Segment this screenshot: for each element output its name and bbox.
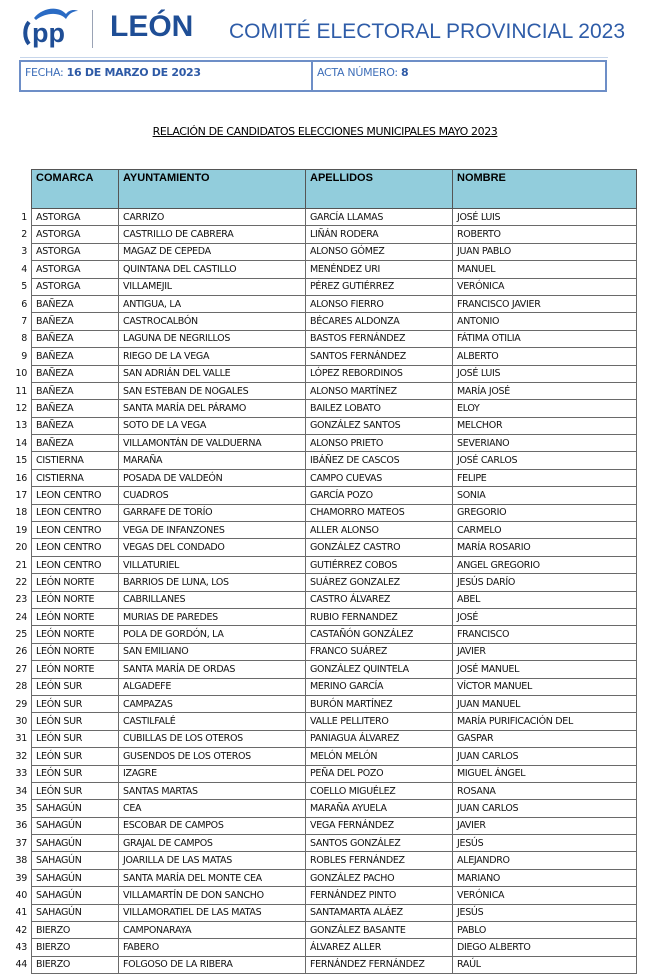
comarca-cell: LEÓN SUR (32, 730, 119, 747)
row-index: 4 (21, 263, 27, 275)
table-row (10, 209, 637, 226)
ayuntamiento-cell: CARRIZO (119, 209, 306, 226)
comarca-cell: SAHAGÚN (32, 835, 119, 852)
apellidos-cell: GONZÁLEZ PACHO (306, 869, 453, 886)
nombre-cell: ELOY (453, 400, 637, 417)
ayuntamiento-cell: CAMPONARAYA (119, 922, 306, 939)
comarca-cell: BIERZO (32, 939, 119, 956)
document-title: RELACIÓN DE CANDIDATOS ELECCIONES MUNICIPALES MAYO 2023 (152, 125, 498, 138)
comarca-cell: LEÓN NORTE (32, 626, 119, 643)
table-row (10, 591, 637, 608)
apellidos-cell: MELÓN MELÓN (306, 748, 453, 765)
comarca-cell: LEÓN NORTE (32, 661, 119, 678)
ayuntamiento-cell: SAN ESTEBAN DE NOGALES (119, 382, 306, 399)
apellidos-cell: SANTAMARTA ALÁEZ (306, 904, 453, 921)
nombre-cell: MARIANO (453, 869, 637, 886)
comarca-cell: LEÓN SUR (32, 678, 119, 695)
row-index: 43 (15, 942, 27, 954)
table-row (10, 243, 637, 260)
apellidos-cell: PANIAGUA ÁLVAREZ (306, 730, 453, 747)
row-index: 20 (15, 542, 27, 554)
comarca-cell: LEÓN NORTE (32, 643, 119, 660)
apellidos-cell: MENÉNDEZ URI (306, 261, 453, 278)
table-row (10, 313, 637, 330)
ayuntamiento-cell: VILLAMEJIL (119, 278, 306, 295)
table-header-row (10, 170, 637, 209)
comarca-cell: ASTORGA (32, 226, 119, 243)
comarca-cell: CISTIERNA (32, 469, 119, 486)
comarca-cell: BIERZO (32, 956, 119, 973)
ayuntamiento-cell: SOTO DE LA VEGA (119, 417, 306, 434)
apellidos-cell: SUÁREZ GONZALEZ (306, 574, 453, 591)
row-index: 34 (15, 785, 27, 797)
header-rule (20, 57, 608, 58)
comarca-cell: BAÑEZA (32, 295, 119, 312)
table-row (10, 365, 637, 382)
table-row (10, 417, 637, 434)
nombre-cell: MIGUEL ÁNGEL (453, 765, 637, 782)
table-row (10, 748, 637, 765)
comarca-cell: SAHAGÚN (32, 817, 119, 834)
nombre-cell: CARMELO (453, 522, 637, 539)
row-index: 14 (15, 437, 27, 449)
row-index: 40 (15, 889, 27, 901)
table-row (10, 678, 637, 695)
ayuntamiento-cell: BARRIOS DE LUNA, LOS (119, 574, 306, 591)
apellidos-cell: RUBIO FERNANDEZ (306, 608, 453, 625)
svg-text:pp: pp (32, 18, 65, 48)
nombre-cell: ANGEL GREGORIO (453, 556, 637, 573)
nombre-cell: ALEJANDRO (453, 852, 637, 869)
nombre-cell: ROSANA (453, 782, 637, 799)
table-row (10, 348, 637, 365)
row-index: 36 (15, 820, 27, 832)
comarca-cell: BAÑEZA (32, 435, 119, 452)
comarca-cell: BAÑEZA (32, 313, 119, 330)
nombre-cell: JUAN CARLOS (453, 800, 637, 817)
ayuntamiento-cell: ALGADEFE (119, 678, 306, 695)
table-row (10, 730, 637, 747)
comarca-cell: BIERZO (32, 922, 119, 939)
apellidos-cell: BURÓN MARTÍNEZ (306, 695, 453, 712)
ayuntamiento-cell: ANTIGUA, LA (119, 295, 306, 312)
document-header (0, 0, 650, 56)
row-index: 32 (15, 750, 27, 762)
row-index: 25 (15, 629, 27, 641)
apellidos-cell: GONZÁLEZ BASANTE (306, 922, 453, 939)
nombre-cell: ALBERTO (453, 348, 637, 365)
row-index: 13 (15, 420, 27, 432)
table-row (10, 782, 637, 799)
table-row (10, 608, 637, 625)
nombre-cell: GASPAR (453, 730, 637, 747)
apellidos-cell: GONZÁLEZ SANTOS (306, 417, 453, 434)
row-index: 6 (21, 298, 27, 310)
nombre-cell: SONIA (453, 487, 637, 504)
table-row (10, 869, 637, 886)
table-row (10, 817, 637, 834)
table-row (10, 400, 637, 417)
table-row (10, 382, 637, 399)
comarca-cell: BAÑEZA (32, 365, 119, 382)
nombre-cell: FRANCISCO JAVIER (453, 295, 637, 312)
nombre-cell: ANTONIO (453, 313, 637, 330)
ayuntamiento-cell: POLA DE GORDÓN, LA (119, 626, 306, 643)
apellidos-cell: MARAÑA AYUELA (306, 800, 453, 817)
ayuntamiento-cell: VEGA DE INFANZONES (119, 522, 306, 539)
header-apellidos: APELLIDOS (306, 170, 453, 209)
table-row (10, 800, 637, 817)
ayuntamiento-cell: GUSENDOS DE LOS OTEROS (119, 748, 306, 765)
table-row (10, 713, 637, 730)
table-row (10, 574, 637, 591)
ayuntamiento-cell: CUBILLAS DE LOS OTEROS (119, 730, 306, 747)
apellidos-cell: BASTOS FERNÁNDEZ (306, 330, 453, 347)
comarca-cell: SAHAGÚN (32, 852, 119, 869)
apellidos-cell: ROBLES FERNÁNDEZ (306, 852, 453, 869)
apellidos-cell: LIÑÁN RODERA (306, 226, 453, 243)
comarca-cell: LEÓN NORTE (32, 608, 119, 625)
ayuntamiento-cell: VILLATURIEL (119, 556, 306, 573)
row-index: 3 (21, 246, 27, 258)
row-index: 10 (15, 368, 27, 380)
row-index: 33 (15, 768, 27, 780)
ayuntamiento-cell: CUADROS (119, 487, 306, 504)
ayuntamiento-cell: CEA (119, 800, 306, 817)
nombre-cell: JOSÉ LUIS (453, 365, 637, 382)
apellidos-cell: ALONSO FIERRO (306, 295, 453, 312)
comarca-cell: LEÓN NORTE (32, 591, 119, 608)
nombre-cell: DIEGO ALBERTO (453, 939, 637, 956)
comarca-cell: LEÓN SUR (32, 748, 119, 765)
comarca-cell: ASTORGA (32, 278, 119, 295)
comarca-cell: LEÓN SUR (32, 782, 119, 799)
row-index: 2 (21, 229, 27, 241)
comarca-cell: LEON CENTRO (32, 522, 119, 539)
row-index: 42 (15, 924, 27, 936)
comarca-cell: BAÑEZA (32, 330, 119, 347)
comarca-cell: BAÑEZA (32, 400, 119, 417)
ayuntamiento-cell: IZAGRE (119, 765, 306, 782)
apellidos-cell: PEÑA DEL POZO (306, 765, 453, 782)
comarca-cell: LEON CENTRO (32, 487, 119, 504)
apellidos-cell: GONZÁLEZ CASTRO (306, 539, 453, 556)
row-index: 44 (15, 959, 27, 971)
nombre-cell: MARÍA PURIFICACIÓN DEL (453, 713, 637, 730)
apellidos-cell: GONZÁLEZ QUINTELA (306, 661, 453, 678)
logo-divider (92, 10, 93, 48)
ayuntamiento-cell: CAMPAZAS (119, 695, 306, 712)
row-index: 37 (15, 837, 27, 849)
table-row (10, 956, 637, 973)
apellidos-cell: VEGA FERNÁNDEZ (306, 817, 453, 834)
nombre-cell: RAÚL (453, 956, 637, 973)
ayuntamiento-cell: POSADA DE VALDEÓN (119, 469, 306, 486)
row-index: 31 (15, 733, 27, 745)
comarca-cell: CISTIERNA (32, 452, 119, 469)
row-index: 5 (21, 281, 27, 293)
nombre-cell: FÁTIMA OTILIA (453, 330, 637, 347)
ayuntamiento-cell: MARAÑA (119, 452, 306, 469)
ayuntamiento-cell: CASTRILLO DE CABRERA (119, 226, 306, 243)
nombre-cell: JOSÉ CARLOS (453, 452, 637, 469)
row-index: 1 (21, 211, 27, 223)
row-index: 23 (15, 594, 27, 606)
apellidos-cell: BÉCARES ALDONZA (306, 313, 453, 330)
ayuntamiento-cell: SAN EMILIANO (119, 643, 306, 660)
nombre-cell: VÍCTOR MANUEL (453, 678, 637, 695)
apellidos-cell: ALONSO GÓMEZ (306, 243, 453, 260)
row-index: 11 (15, 385, 27, 397)
table-row (10, 556, 637, 573)
apellidos-cell: GUTIÉRREZ COBOS (306, 556, 453, 573)
table-row (10, 539, 637, 556)
ayuntamiento-cell: VILLAMONTÁN DE VALDUERNA (119, 435, 306, 452)
ayuntamiento-cell: SANTA MARÍA DE ORDAS (119, 661, 306, 678)
table-body (10, 209, 637, 974)
row-index: 21 (15, 559, 27, 571)
acta-cell (313, 62, 605, 90)
row-index: 24 (15, 611, 27, 623)
header-ayuntamiento: AYUNTAMIENTO (119, 170, 306, 209)
table-row (10, 278, 637, 295)
fecha-value: 16 DE MARZO DE 2023 (66, 66, 201, 79)
apellidos-cell: MERINO GARCÍA (306, 678, 453, 695)
table-row (10, 452, 637, 469)
nombre-cell: VERÓNICA (453, 278, 637, 295)
row-index: 15 (15, 455, 27, 467)
apellidos-cell: GARCÍA POZO (306, 487, 453, 504)
nombre-cell: JOSÉ MANUEL (453, 661, 637, 678)
table-row (10, 922, 637, 939)
nombre-cell: JUAN CARLOS (453, 748, 637, 765)
fecha-cell (21, 62, 313, 90)
table-row (10, 852, 637, 869)
table-row (10, 330, 637, 347)
apellidos-cell: CASTRO ÁLVAREZ (306, 591, 453, 608)
apellidos-cell: BAILEZ LOBATO (306, 400, 453, 417)
nombre-cell: VERÓNICA (453, 887, 637, 904)
ayuntamiento-cell: QUINTANA DEL CASTILLO (119, 261, 306, 278)
nombre-cell: PABLO (453, 922, 637, 939)
comarca-cell: SAHAGÚN (32, 904, 119, 921)
table-row (10, 435, 637, 452)
row-index: 30 (15, 716, 27, 728)
ayuntamiento-cell: CASTILFALÉ (119, 713, 306, 730)
row-index: 38 (15, 855, 27, 867)
header-index (10, 170, 32, 209)
nombre-cell: JESÚS DARÍO (453, 574, 637, 591)
ayuntamiento-cell: MAGAZ DE CEPEDA (119, 243, 306, 260)
table-row (10, 904, 637, 921)
nombre-cell: JAVIER (453, 643, 637, 660)
apellidos-cell: GARCÍA LLAMAS (306, 209, 453, 226)
table-row (10, 487, 637, 504)
pp-logo-icon (20, 6, 80, 48)
apellidos-cell: ALLER ALONSO (306, 522, 453, 539)
row-index: 26 (15, 646, 27, 658)
apellidos-cell: VALLE PELLITERO (306, 713, 453, 730)
apellidos-cell: LÓPEZ REBORDINOS (306, 365, 453, 382)
row-index: 18 (15, 507, 27, 519)
row-index: 28 (15, 681, 27, 693)
table-row (10, 504, 637, 521)
table-row (10, 469, 637, 486)
apellidos-cell: IBÁÑEZ DE CASCOS (306, 452, 453, 469)
candidates-table (10, 169, 637, 974)
apellidos-cell: FERNÁNDEZ PINTO (306, 887, 453, 904)
nombre-cell: FRANCISCO (453, 626, 637, 643)
header-comarca: COMARCA (32, 170, 119, 209)
comarca-cell: LEON CENTRO (32, 539, 119, 556)
comarca-cell: ASTORGA (32, 209, 119, 226)
comarca-cell: LEON CENTRO (32, 504, 119, 521)
ayuntamiento-cell: JOARILLA DE LAS MATAS (119, 852, 306, 869)
table-row (10, 626, 637, 643)
nombre-cell: JOSÉ (453, 608, 637, 625)
nombre-cell: JESÚS (453, 904, 637, 921)
ayuntamiento-cell: SANTAS MARTAS (119, 782, 306, 799)
ayuntamiento-cell: RIEGO DE LA VEGA (119, 348, 306, 365)
comarca-cell: SAHAGÚN (32, 800, 119, 817)
ayuntamiento-cell: GARRAFE DE TORÍO (119, 504, 306, 521)
nombre-cell: SEVERIANO (453, 435, 637, 452)
table-row (10, 887, 637, 904)
comarca-cell: ASTORGA (32, 243, 119, 260)
nombre-cell: JOSÉ LUIS (453, 209, 637, 226)
row-index: 16 (15, 472, 27, 484)
ayuntamiento-cell: SAN ADRIÁN DEL VALLE (119, 365, 306, 382)
row-index: 17 (15, 489, 27, 501)
nombre-cell: FELIPE (453, 469, 637, 486)
row-index: 27 (15, 663, 27, 675)
apellidos-cell: CAMPO CUEVAS (306, 469, 453, 486)
apellidos-cell: ALONSO PRIETO (306, 435, 453, 452)
ayuntamiento-cell: CABRILLANES (119, 591, 306, 608)
row-index: 35 (15, 802, 27, 814)
ayuntamiento-cell: FABERO (119, 939, 306, 956)
ayuntamiento-cell: MURIAS DE PAREDES (119, 608, 306, 625)
comarca-cell: LEÓN SUR (32, 713, 119, 730)
table-row (10, 835, 637, 852)
table-row (10, 939, 637, 956)
apellidos-cell: ALONSO MARTÍNEZ (306, 382, 453, 399)
ayuntamiento-cell: VEGAS DEL CONDADO (119, 539, 306, 556)
apellidos-cell: CHAMORRO MATEOS (306, 504, 453, 521)
comarca-cell: ASTORGA (32, 261, 119, 278)
ayuntamiento-cell: ESCOBAR DE CAMPOS (119, 817, 306, 834)
table-row (10, 522, 637, 539)
row-index: 8 (21, 333, 27, 345)
apellidos-cell: CASTAÑÓN GONZÁLEZ (306, 626, 453, 643)
table-row (10, 765, 637, 782)
comarca-cell: SAHAGÚN (32, 887, 119, 904)
row-index: 9 (21, 350, 27, 362)
apellidos-cell: FERNÁNDEZ FERNÁNDEZ (306, 956, 453, 973)
meta-box (19, 60, 607, 92)
row-index: 12 (15, 402, 27, 414)
acta-value: 8 (401, 66, 409, 79)
ayuntamiento-cell: VILLAMARTÍN DE DON SANCHO (119, 887, 306, 904)
fecha-label: FECHA: (25, 66, 64, 79)
apellidos-cell: COELLO MIGUÉLEZ (306, 782, 453, 799)
apellidos-cell: SANTOS FERNÁNDEZ (306, 348, 453, 365)
comarca-cell: LEÓN SUR (32, 765, 119, 782)
nombre-cell: ROBERTO (453, 226, 637, 243)
ayuntamiento-cell: CASTROCALBÓN (119, 313, 306, 330)
ayuntamiento-cell: SANTA MARÍA DEL PÁRAMO (119, 400, 306, 417)
nombre-cell: MARÍA JOSÉ (453, 382, 637, 399)
row-index: 41 (15, 907, 27, 919)
table-row (10, 695, 637, 712)
ayuntamiento-cell: VILLAMORATIEL DE LAS MATAS (119, 904, 306, 921)
table-row (10, 661, 637, 678)
nombre-cell: GREGORIO (453, 504, 637, 521)
ayuntamiento-cell: FOLGOSO DE LA RIBERA (119, 956, 306, 973)
table-row (10, 643, 637, 660)
row-index: 39 (15, 872, 27, 884)
comarca-cell: LEÓN NORTE (32, 574, 119, 591)
row-index: 22 (15, 576, 27, 588)
row-index: 7 (21, 316, 27, 328)
brand-name: LEÓN (110, 10, 194, 43)
nombre-cell: JAVIER (453, 817, 637, 834)
comarca-cell: LEON CENTRO (32, 556, 119, 573)
nombre-cell: MANUEL (453, 261, 637, 278)
apellidos-cell: ÁLVAREZ ALLER (306, 939, 453, 956)
comarca-cell: SAHAGÚN (32, 869, 119, 886)
row-index: 29 (15, 698, 27, 710)
comarca-cell: BAÑEZA (32, 417, 119, 434)
nombre-cell: JUAN PABLO (453, 243, 637, 260)
comarca-cell: BAÑEZA (32, 348, 119, 365)
acta-label: ACTA NÚMERO: (317, 66, 398, 79)
nombre-cell: MELCHOR (453, 417, 637, 434)
ayuntamiento-cell: GRAJAL DE CAMPOS (119, 835, 306, 852)
table-row (10, 261, 637, 278)
table-row (10, 226, 637, 243)
ayuntamiento-cell: LAGUNA DE NEGRILLOS (119, 330, 306, 347)
table-row (10, 295, 637, 312)
nombre-cell: ABEL (453, 591, 637, 608)
nombre-cell: JUAN MANUEL (453, 695, 637, 712)
row-index: 19 (15, 524, 27, 536)
ayuntamiento-cell: SANTA MARÍA DEL MONTE CEA (119, 869, 306, 886)
committee-title: COMITÉ ELECTORAL PROVINCIAL 2023 (229, 20, 626, 43)
apellidos-cell: SANTOS GONZÁLEZ (306, 835, 453, 852)
nombre-cell: MARÍA ROSARIO (453, 539, 637, 556)
comarca-cell: BAÑEZA (32, 382, 119, 399)
header-nombre: NOMBRE (453, 170, 637, 209)
apellidos-cell: FRANCO SUÁREZ (306, 643, 453, 660)
nombre-cell: JESÚS (453, 835, 637, 852)
apellidos-cell: PÉREZ GUTIÉRREZ (306, 278, 453, 295)
comarca-cell: LEÓN SUR (32, 695, 119, 712)
